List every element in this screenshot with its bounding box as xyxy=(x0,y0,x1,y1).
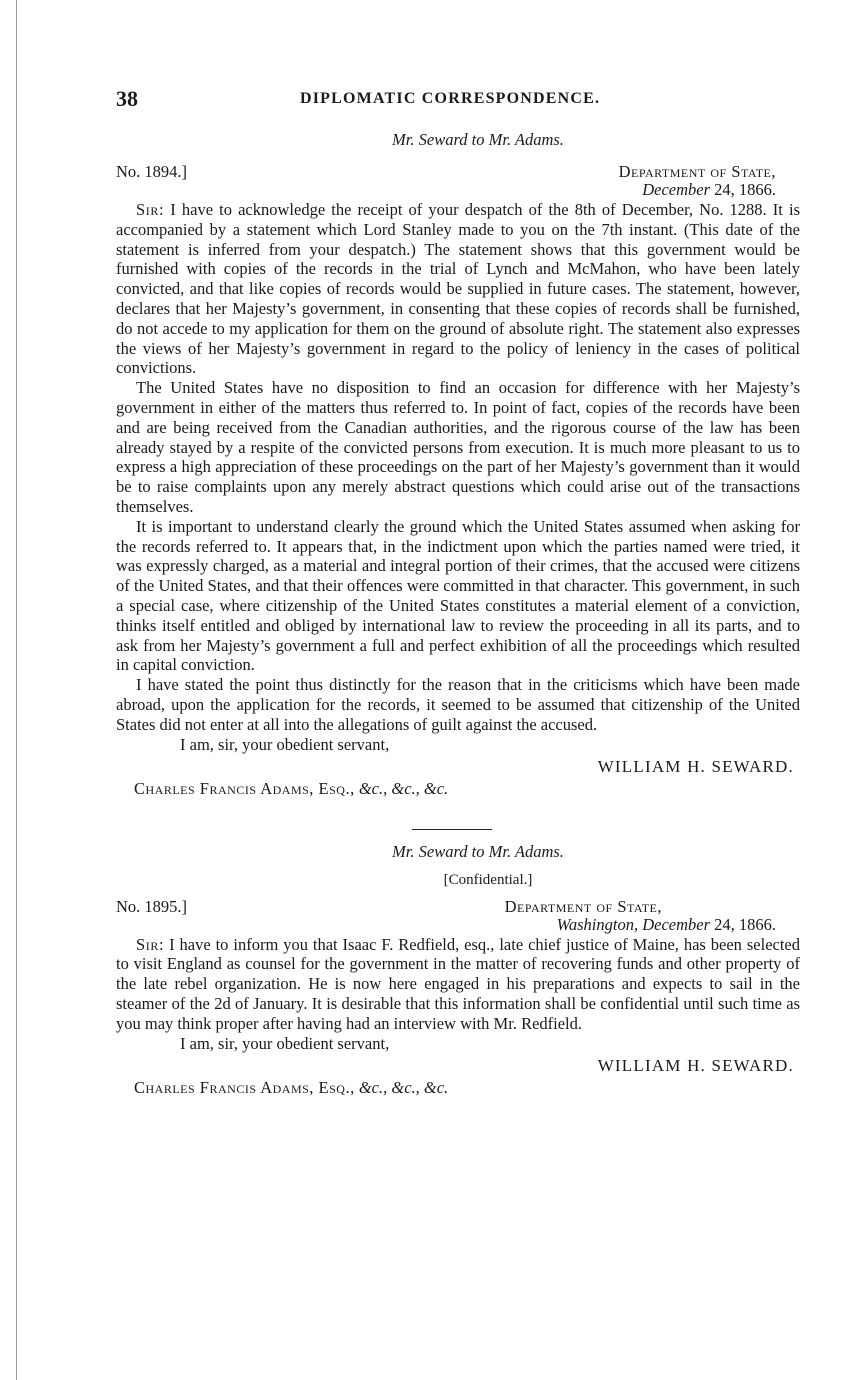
salutation: Sir: xyxy=(136,200,165,219)
letter-body xyxy=(116,200,800,735)
section-divider xyxy=(412,829,492,830)
addressee-name: Charles Francis Adams, Esq., xyxy=(134,1077,355,1097)
salutation: Sir: xyxy=(136,934,165,954)
page-number: 38 xyxy=(116,86,138,111)
letter-date xyxy=(642,180,776,200)
department-name: Department of State, xyxy=(504,896,662,916)
closing: I am, sir, your obedient servant, xyxy=(180,1033,390,1053)
date-month: December xyxy=(638,914,710,934)
paragraph-text: I have to acknowledge the receipt of your despatch of the 8th of December, No. 1288. It is accompanied by a statement which Lord Stanley made to you on the 7th instant. (This date of the statement is inferred from your despatch.) The statement shows that this government would be furnished with copies of the records in the trial of Lynch and McMahon, who have been lately convicted, and that like copies of records would be supplied in future cases. The statement, however, declares that her Majesty’s government, in consenting that these copies of records shall be furnished, do not accede to my application for them on the ground of absolute right. The statement also expresses the views of her Majesty’s government in regard to the policy of leniency in the cases of political convictions. xyxy=(116,200,800,378)
addressee xyxy=(116,1078,800,1098)
paragraph: It is important to understand clearly the ground which the United States assumed when asking for the records referred to. It appears that, in the indictment upon which the parties named were tried, it was expressly charged, as a material and integral portion of their crimes, that the accused were citizens of the United States, and that their offences were committed in that character. This government, in such a special case, where citizenship of the United States constitutes a material element of a conviction, thinks itself entitled and obliged by international law to review the proceeding in all its parts, and to ask from her Majesty’s government a full and perfect exhibition of all the proceedings which resulted in capital conviction. xyxy=(116,516,800,675)
letter-1895 xyxy=(116,842,800,1098)
signature: WILLIAM H. SEWARD. xyxy=(597,1055,794,1075)
date-rest: 24, 1866. xyxy=(710,914,776,934)
letter-1894 xyxy=(116,130,800,799)
running-title: DIPLOMATIC CORRESPONDENCE. xyxy=(300,90,601,107)
confidential-note: [Confidential.] xyxy=(443,871,533,888)
letter-date xyxy=(557,915,776,935)
dateline xyxy=(116,160,800,200)
addressee xyxy=(116,779,800,799)
document-page xyxy=(116,86,800,1098)
paragraph xyxy=(116,935,800,1034)
date-place: Washington, xyxy=(556,914,639,934)
department-name: Department of State, xyxy=(618,162,776,181)
paragraph: The United States have no disposition to find an occasion for difference with her Majesty’s government in either of the matters thus referred to. In point of fact, copies of the records have been and are being received from the Canadian authorities, and the rigorous course of the law has been already stayed by a respite of the convicted persons from execution. It is much more pleasant to us to express a high appreciation of these proceedings on the part of her Majesty’s government than it would be to raise complaints upon any merely abstract questions which could arise out of the transactions themselves. xyxy=(116,378,800,516)
page-edge-line xyxy=(16,0,17,1380)
despatch-number: No. 1894.] xyxy=(116,162,188,181)
letter-title: Mr. Seward to Mr. Adams. xyxy=(392,841,564,861)
letter-title: Mr. Seward to Mr. Adams. xyxy=(392,130,564,149)
paragraph: I have stated the point thus distinctly for the reason that in the criticisms which have been made abroad, upon the application for the records, it seemed to be assumed that citizenship of the United States did not enter at all into the allegations of guilt against the accused. xyxy=(116,675,800,734)
date-rest: 24, 1866. xyxy=(710,180,776,199)
signature: WILLIAM H. SEWARD. xyxy=(597,756,794,776)
addressee-etc: &c., &c., &c. xyxy=(354,1077,449,1097)
paragraph-text: I have to inform you that Isaac F. Redfield, esq., late chief justice of Maine, has been selected to visit England as counsel for the government in the matter of recovering funds and other property of the late rebel organization. He is now here engaged in his preparations and expects to sail in the steamer of the 2d of January. It is desirable that this information shall be confidential until such time as you may think proper after having had an interview with Mr. Redfield. xyxy=(116,934,800,1033)
letter-body xyxy=(116,935,800,1034)
addressee-name: Charles Francis Adams, Esq., xyxy=(134,778,355,798)
closing: I am, sir, your obedient servant, xyxy=(180,734,390,754)
despatch-number: No. 1895.] xyxy=(116,896,188,916)
addressee-etc: &c., &c., &c. xyxy=(354,778,449,798)
running-head xyxy=(116,86,800,116)
date-month: December xyxy=(642,180,710,199)
paragraph xyxy=(116,200,800,378)
dateline xyxy=(116,895,800,935)
